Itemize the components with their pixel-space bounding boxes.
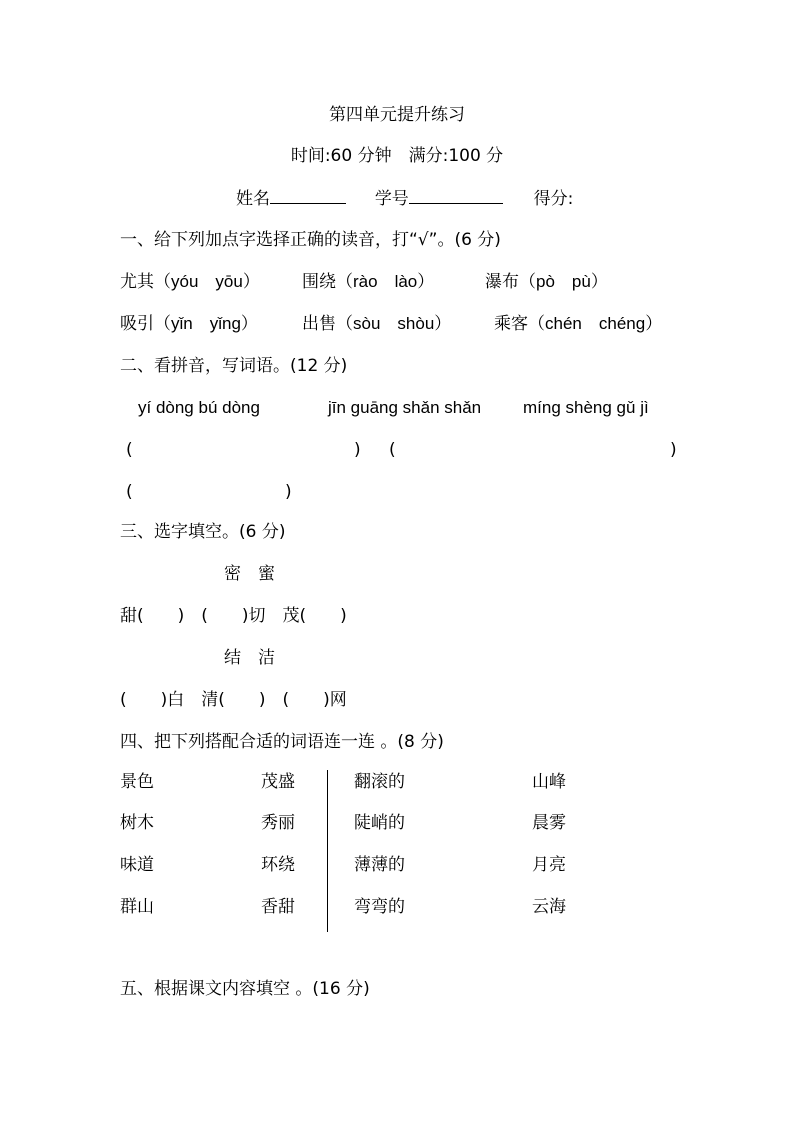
- match-word-right[interactable]: 环绕: [261, 855, 295, 875]
- pinyin-options: yóu yōu: [171, 272, 243, 291]
- pinyin-options: pò pù: [536, 272, 591, 291]
- pinyin-options: sòu shòu: [353, 314, 435, 333]
- pinyin-prompt: yí dòng bú dòng: [138, 398, 260, 417]
- match-word-right[interactable]: 晨雾: [532, 813, 566, 833]
- section1-heading: 一、给下列加点字选择正确的读音，打“√”。(6 分): [120, 230, 501, 250]
- paren-close: ）: [242, 272, 260, 292]
- word: 吸引（: [120, 314, 171, 334]
- answer-paren-close: ): [670, 440, 677, 460]
- section4-heading: 四、把下列搭配合适的词语连一连 。(8 分): [120, 732, 444, 752]
- char-choices-2: 结 洁: [224, 648, 275, 668]
- answer-paren-close: ): [354, 440, 361, 460]
- match-word-right[interactable]: 秀丽: [261, 813, 295, 833]
- match-word-right[interactable]: 月亮: [532, 855, 566, 875]
- paren-close: ）: [417, 272, 435, 292]
- match-word-left[interactable]: 薄薄的: [354, 855, 405, 875]
- pinyin-prompt: míng shèng gǔ jì: [523, 398, 649, 417]
- answer-blank-3[interactable]: [140, 482, 280, 502]
- section3-heading: 三、选字填空。(6 分): [120, 522, 286, 542]
- paren-close: ）: [645, 314, 663, 334]
- fill-line-2[interactable]: ( )白 清( ) ( )网: [120, 690, 347, 710]
- word: 瀑布（: [485, 272, 536, 292]
- paren-close: ）: [590, 272, 608, 292]
- answer-blank-2[interactable]: [402, 440, 664, 460]
- number-blank[interactable]: [409, 187, 503, 204]
- fill-line-1[interactable]: 甜( ) ( )切 茂( ): [120, 606, 347, 626]
- name-blank[interactable]: [270, 187, 346, 204]
- list-item: [494, 314, 662, 334]
- word: 乘客（: [494, 314, 545, 334]
- student-info-row: [236, 187, 573, 209]
- list-item: [120, 272, 260, 292]
- page-title: 第四单元提升练习: [329, 105, 465, 125]
- word: 出售（: [302, 314, 353, 334]
- pinyin-prompt: jīn guāng shǎn shǎn: [328, 398, 482, 417]
- match-word-left[interactable]: 弯弯的: [354, 897, 405, 917]
- word: 围绕（: [302, 272, 353, 292]
- match-word-left[interactable]: 树木: [120, 813, 154, 833]
- time-info: 时间:60 分钟 满分:100 分: [290, 146, 504, 166]
- section5-heading: 五、根据课文内容填空 。(16 分): [120, 979, 370, 999]
- list-item: [302, 272, 434, 292]
- match-word-right[interactable]: 香甜: [261, 897, 295, 917]
- paren-close: ）: [240, 314, 258, 334]
- answer-paren-open: (: [389, 440, 396, 460]
- score-label: 得分:: [533, 189, 574, 209]
- match-word-right[interactable]: 云海: [532, 897, 566, 917]
- answer-paren-open: (: [126, 482, 133, 502]
- match-word-left[interactable]: 景色: [120, 772, 154, 792]
- number-label: 学号: [374, 189, 409, 209]
- match-word-left[interactable]: 翻滚的: [354, 772, 405, 792]
- match-word-right[interactable]: 山峰: [532, 772, 566, 792]
- pinyin-options: yǐn yǐng: [171, 314, 241, 333]
- char-choices-1: 密 蜜: [224, 564, 275, 584]
- name-label: 姓名: [236, 189, 270, 209]
- answer-paren-open: (: [126, 440, 133, 460]
- pinyin-options: rào lào: [353, 272, 418, 291]
- paren-close: ）: [434, 314, 452, 334]
- answer-blank-1[interactable]: [140, 440, 350, 460]
- list-item: [485, 272, 608, 292]
- match-word-right[interactable]: 茂盛: [261, 772, 295, 792]
- list-item: [120, 314, 258, 334]
- match-word-left[interactable]: 群山: [120, 897, 154, 917]
- list-item: [302, 314, 451, 334]
- answer-paren-close: ): [285, 482, 292, 502]
- section2-heading: 二、看拼音，写词语。(12 分): [120, 356, 348, 376]
- match-word-left[interactable]: 陡峭的: [354, 813, 405, 833]
- pinyin-options: chén chéng: [545, 314, 646, 333]
- word: 尤其（: [120, 272, 171, 292]
- match-word-left[interactable]: 味道: [120, 855, 154, 875]
- column-divider: [327, 770, 328, 932]
